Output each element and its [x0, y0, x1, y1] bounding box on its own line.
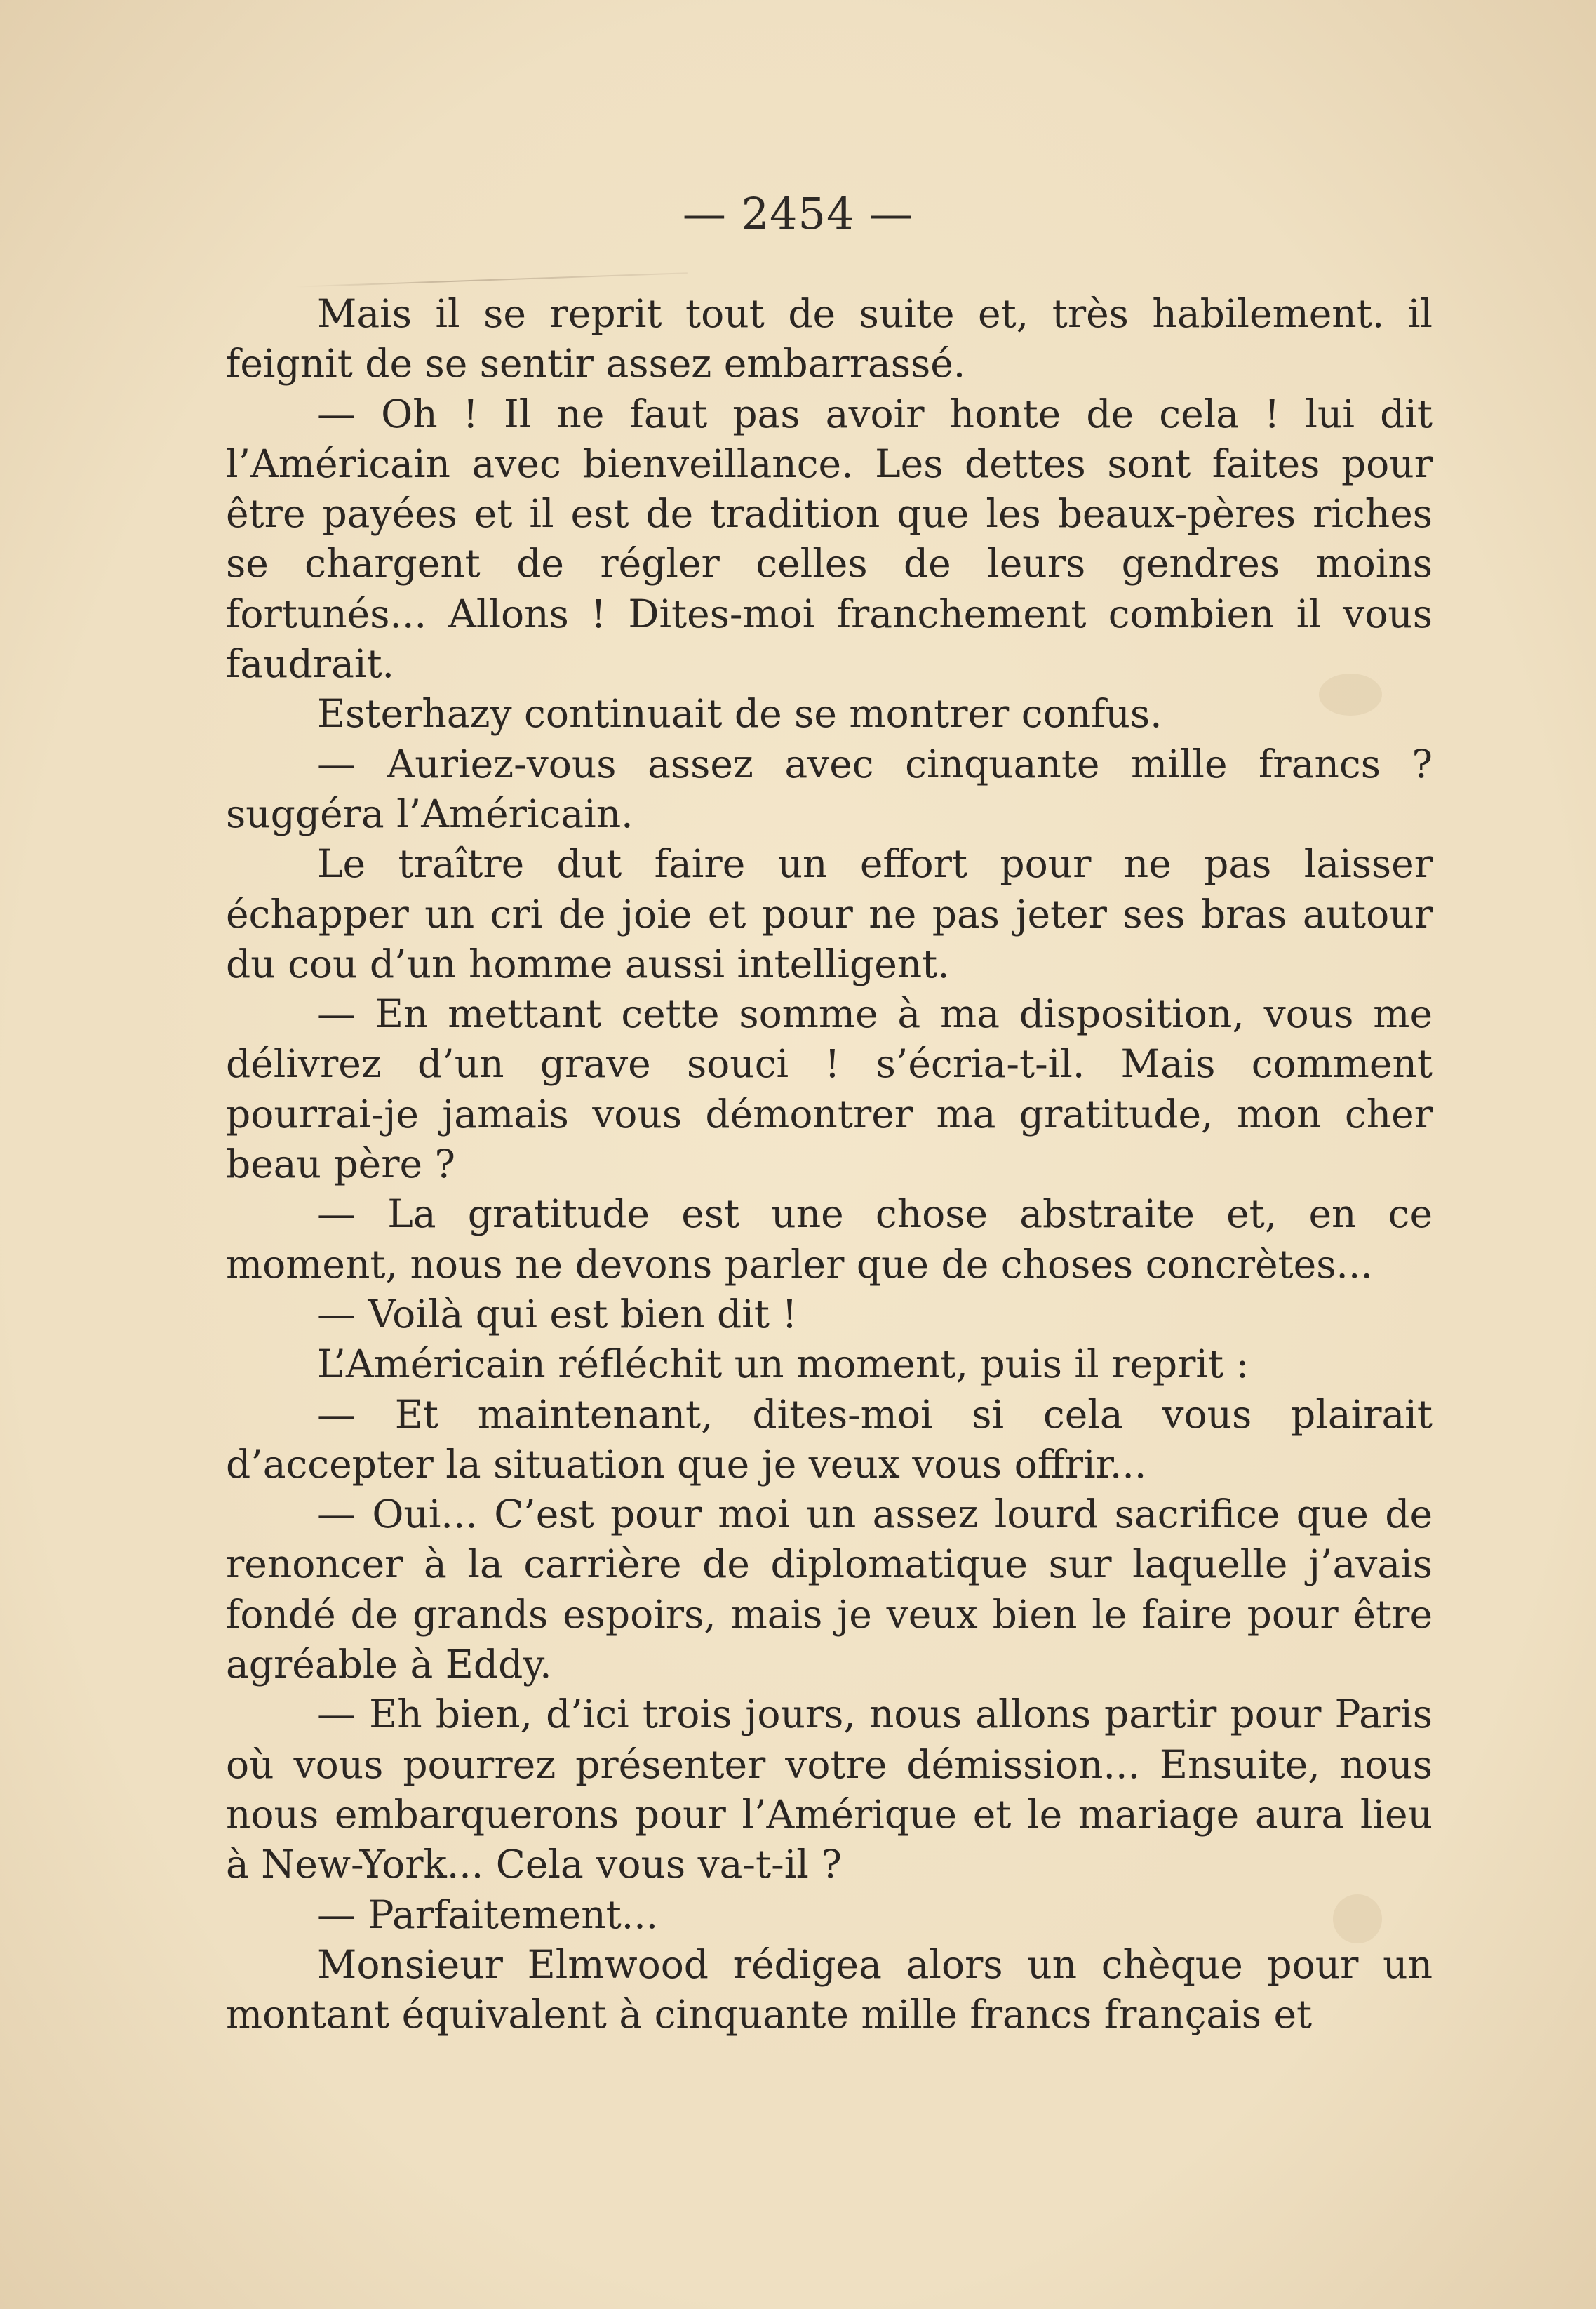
page-number: — 2454 — — [682, 188, 914, 239]
paragraph: — Oui... C’est pour moi un assez lourd sacrifice que de renoncer à la carrière de diplomatique sur laquelle j’avais fondé de grands espoirs, mais je veux bien le faire pour être agréable à Eddy. — [226, 1492, 1433, 1687]
paragraph: — La gratitude est une chose abstraite et, en ce moment, nous ne devons parler que de choses concrètes... — [226, 1191, 1433, 1287]
paragraph: — Parfaitement... — [317, 1892, 659, 1937]
paragraph: — Eh bien, d’ici trois jours, nous allons partir pour Paris où vous pourrez présenter votre démission... Ensuite, nous nous embarquerons pour l’Amérique et le mariage aura lieu à New-York... Cela vous va-t-il ? — [226, 1692, 1433, 1887]
paragraph: Mais il se reprit tout de suite et, très habilement. il feignit de se sentir assez embarrassé. — [226, 291, 1433, 387]
paragraph: — Voilà qui est bien dit ! — [317, 1291, 798, 1337]
header-rule — [295, 272, 688, 288]
paragraph: Le traître dut faire un effort pour ne pas laisser échapper un cri de joie et pour ne pas jeter ses bras autour du cou d’un homme aussi intelligent. — [226, 841, 1433, 986]
paragraph: Esterhazy continuait de se montrer confus. — [317, 691, 1162, 737]
paragraph: — Auriez-vous assez avec cinquante mille francs ? suggéra l’Américain. — [226, 741, 1433, 836]
paragraph: — Oh ! Il ne faut pas avoir honte de cela ! lui dit l’Américain avec bienveillance. Les dettes sont faites pour être payées et il est de tradition que les beaux-pères riches se chargent de régler celles de leurs gendres moins fortunés... Allons ! Dites-moi franchement combien il vous faudrait. — [226, 391, 1433, 687]
paragraph: L’Américain réfléchit un moment, puis il reprit : — [317, 1341, 1249, 1387]
body-text — [226, 289, 1433, 2040]
paragraph: — En mettant cette somme à ma disposition, vous me délivrez d’un grave souci ! s’écria-t-il. Mais comment pourrai-je jamais vous démontrer ma gratitude, mon cher beau père ? — [226, 991, 1433, 1187]
paragraph: Monsieur Elmwood rédigea alors un chèque pour un montant équivalent à cinquante mille francs français et — [226, 1941, 1433, 2037]
paragraph: — Et maintenant, dites-moi si cela vous plairait d’accepter la situation que je veux vous offrir... — [226, 1391, 1433, 1487]
